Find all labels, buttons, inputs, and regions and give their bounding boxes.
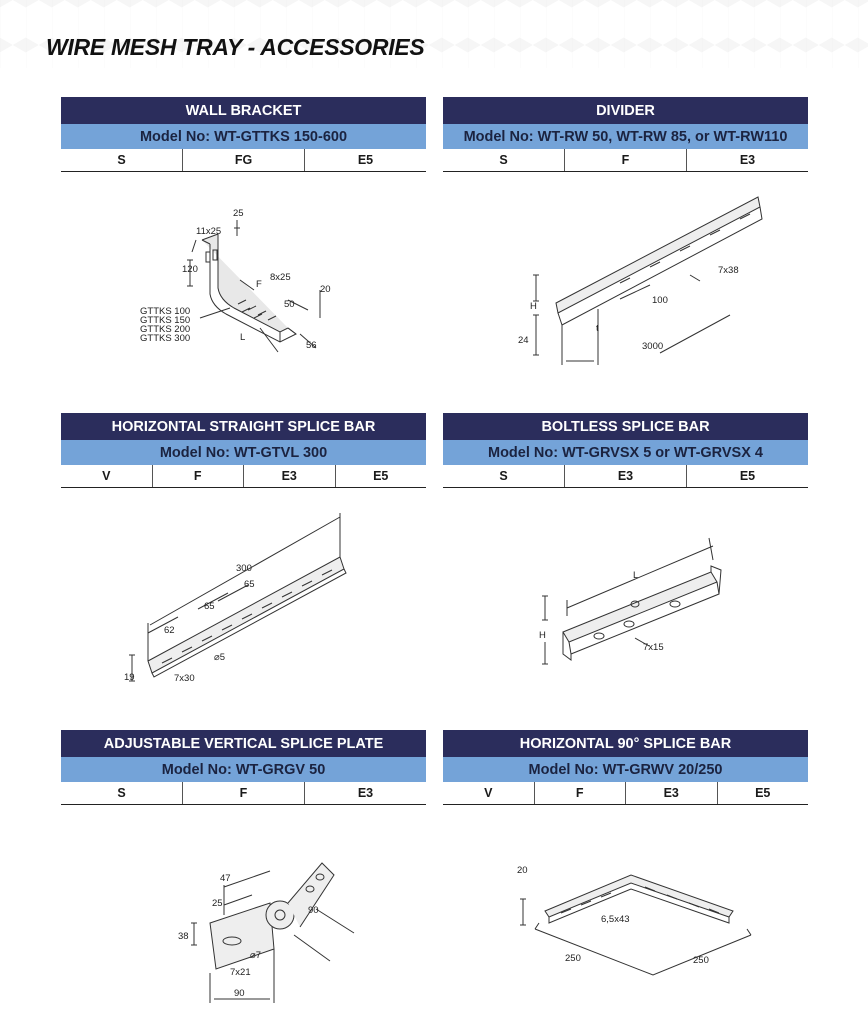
model-number: Model No: WT-GTTKS 150-600 xyxy=(61,124,426,149)
section-horizontal-90-splice-bar xyxy=(443,730,808,805)
model-number: Model No: WT-GRVSX 5 or WT-GRVSX 4 xyxy=(443,440,808,465)
finish-option: E5 xyxy=(686,465,808,487)
section-title: ADJUSTABLE VERTICAL SPLICE PLATE xyxy=(61,730,426,757)
dim-label: 90 xyxy=(308,905,319,916)
section-adjustable-vertical-splice-plate xyxy=(61,730,426,805)
section-wall-bracket xyxy=(61,97,426,172)
dim-label: 25 xyxy=(212,898,223,909)
dim-label: 19 xyxy=(124,672,135,683)
section-title: HORIZONTAL 90° SPLICE BAR xyxy=(443,730,808,757)
finish-option: E3 xyxy=(625,782,717,804)
finish-option: E3 xyxy=(304,782,426,804)
section-title: HORIZONTAL STRAIGHT SPLICE BAR xyxy=(61,413,426,440)
finish-option: F xyxy=(564,149,686,171)
model-number: Model No: WT-GRWV 20/250 xyxy=(443,757,808,782)
dim-label: 62 xyxy=(164,625,175,636)
finish-option: F xyxy=(152,465,244,487)
section-title: DIVIDER xyxy=(443,97,808,124)
dim-label: H xyxy=(539,630,546,641)
finish-option: S xyxy=(117,786,126,800)
section-title: WALL BRACKET xyxy=(61,97,426,124)
dim-label: 65 xyxy=(244,579,255,590)
finish-option: E5 xyxy=(335,465,427,487)
finish-options xyxy=(61,782,426,805)
dim-label: 250 xyxy=(693,955,709,966)
model-number: Model No: WT-GRGV 50 xyxy=(61,757,426,782)
finish-options xyxy=(443,465,808,488)
finish-option: E3 xyxy=(564,465,686,487)
dim-label: 3000 xyxy=(642,341,664,352)
dim-label: 20 xyxy=(517,865,528,876)
dim-label: 56 xyxy=(306,340,317,351)
horizontal-90-splice-bar-drawing xyxy=(505,855,765,990)
dim-label: L xyxy=(240,332,246,343)
finish-option: E5 xyxy=(717,782,809,804)
dim-label: 100 xyxy=(652,295,668,306)
dim-label: 47 xyxy=(220,873,231,884)
finish-options xyxy=(61,465,426,488)
model-number: Model No: WT-GTVL 300 xyxy=(61,440,426,465)
finish-options xyxy=(443,782,808,805)
dim-label: ⌀5 xyxy=(214,652,226,663)
dim-label: 7x30 xyxy=(174,673,195,684)
model-label: GTTKS 100 xyxy=(140,306,191,317)
finish-options xyxy=(443,149,808,172)
dim-label: F xyxy=(256,279,262,290)
model-label: GTTKS 200 xyxy=(140,324,191,335)
finish-option: S xyxy=(117,153,126,167)
finish-option: F xyxy=(534,782,626,804)
finish-option: E3 xyxy=(686,149,808,171)
model-number: Model No: WT-RW 50, WT-RW 85, or WT-RW110 xyxy=(443,124,808,149)
model-label: GTTKS 150 xyxy=(140,315,191,326)
finish-option: E5 xyxy=(304,149,426,171)
dim-label: 300 xyxy=(236,563,252,574)
section-title: BOLTLESS SPLICE BAR xyxy=(443,413,808,440)
section-divider xyxy=(443,97,808,172)
dim-label: t xyxy=(596,323,599,334)
dim-label: 90 xyxy=(234,988,245,999)
dim-label: 120 xyxy=(182,264,198,275)
finish-option: FG xyxy=(182,149,304,171)
dim-label: 8x25 xyxy=(270,272,291,283)
dim-label: L xyxy=(633,570,639,581)
wall-bracket-drawing xyxy=(130,200,350,375)
finish-option: S xyxy=(499,153,508,167)
dim-label: 6,5x43 xyxy=(601,914,630,925)
divider-drawing xyxy=(500,185,770,390)
finish-option: V xyxy=(484,786,493,800)
dim-label: ⌀7 xyxy=(250,950,262,961)
dim-label: 250 xyxy=(565,953,581,964)
adjustable-vertical-splice-plate-drawing xyxy=(170,845,370,1020)
section-boltless-splice-bar xyxy=(443,413,808,488)
horizontal-straight-splice-bar-drawing xyxy=(118,505,358,700)
finish-options xyxy=(61,149,426,172)
dim-label: 24 xyxy=(518,335,529,346)
finish-option: F xyxy=(182,782,304,804)
dim-label: 38 xyxy=(178,931,189,942)
page-title: WIRE MESH TRAY - ACCESSORIES xyxy=(46,34,425,60)
dim-label: 11x25 xyxy=(196,226,222,237)
dim-label: 50 xyxy=(284,299,295,310)
dim-label: 7x21 xyxy=(230,967,251,978)
finish-option: V xyxy=(102,469,111,483)
dim-label: 20 xyxy=(320,284,331,295)
dim-label: 7x15 xyxy=(643,642,664,653)
boltless-splice-bar-drawing xyxy=(525,530,735,685)
finish-option: E3 xyxy=(243,465,335,487)
dim-label: 65 xyxy=(204,601,215,612)
dim-label: 7x38 xyxy=(718,265,739,276)
section-horizontal-straight-splice-bar xyxy=(61,413,426,488)
dim-label: H xyxy=(530,301,537,312)
finish-option: S xyxy=(499,469,508,483)
model-label: GTTKS 300 xyxy=(140,333,191,344)
dim-label: 25 xyxy=(233,208,244,219)
